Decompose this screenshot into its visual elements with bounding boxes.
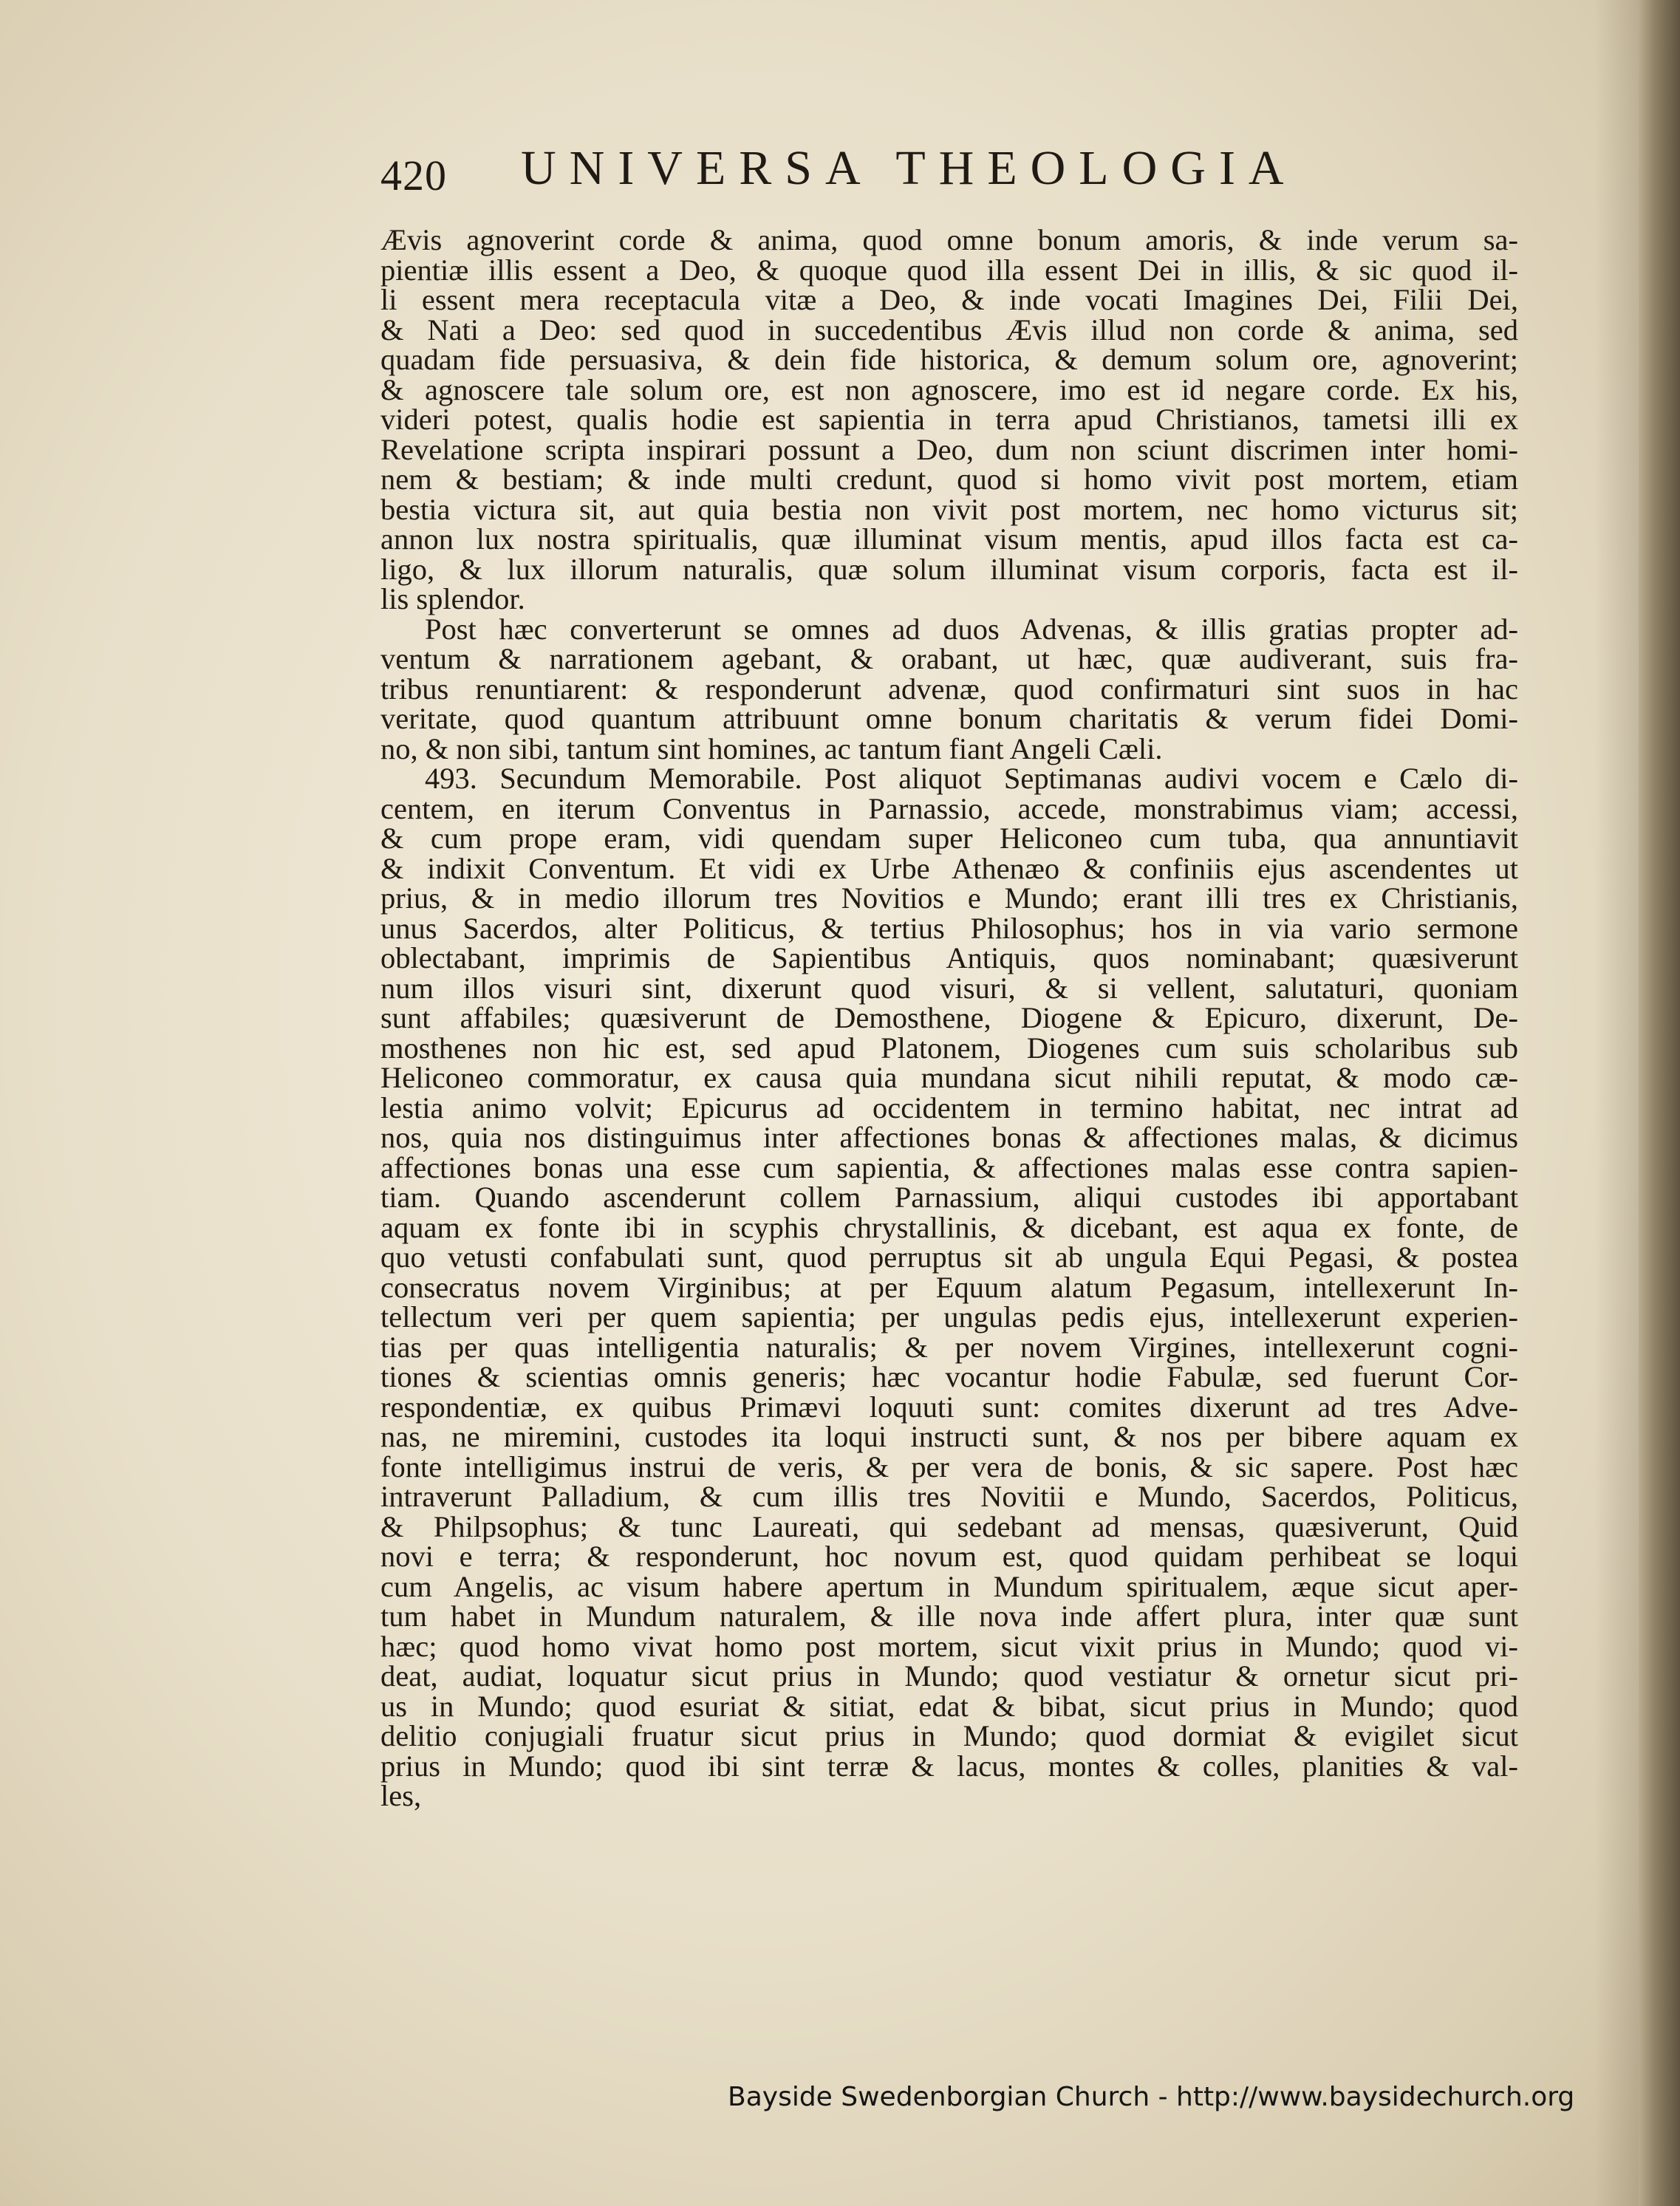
page-edge: [1639, 0, 1680, 2206]
text-line: oblectabant, imprimis de Sapientibus Antiquis, quos nominabant; quæsiverunt: [380, 941, 1518, 974]
text-line: tiam. Quando ascenderunt collem Parnassium, aliqui custodes ibi apportabant: [380, 1181, 1518, 1214]
text-line: annon lux nostra spiritualis, quæ illuminat visum mentis, apud illos facta est ca-: [380, 522, 1518, 556]
text-line: intraverunt Palladium, & cum illis tres Novitii e Mundo, Sacerdos, Politicus,: [380, 1480, 1518, 1513]
text-line: videri potest, qualis hodie est sapientia in terra apud Christianos, tametsi illi ex: [380, 403, 1518, 436]
text-line: ligo, & lux illorum naturalis, quæ solum illuminat visum corporis, facta est il-: [380, 552, 1518, 586]
text-line: num illos visuri sint, dixerunt quod visuri, & si vellent, salutaturi, quoniam: [380, 971, 1518, 1005]
text-line: nas, ne miremini, custodes ita loqui instructi sunt, & nos per bibere aquam ex: [380, 1420, 1518, 1453]
text-line: ventum & narrationem agebant, & orabant, ut hæc, quæ audiverant, suis fra-: [380, 642, 1518, 675]
text-line: veritate, quod quantum attribuunt omne bonum charitatis & verum fidei Domi-: [380, 702, 1518, 735]
text-line: nem & bestiam; & inde multi credunt, quod si homo vivit post mortem, etiam: [380, 462, 1518, 496]
text-line: Heliconeo commoratur, ex causa quia mundana sicut nihili reputat, & modo cæ-: [380, 1061, 1518, 1094]
text-line: tellectum veri per quem sapientia; per ungulas pedis ejus, intellexerunt experien-: [380, 1300, 1518, 1333]
text-line: lestia animo volvit; Epicurus ad occidentem in termino habitat, nec intrat ad: [380, 1090, 1518, 1124]
text-line: Revelatione scripta inspirari possunt a Deo, dum non sciunt discrimen inter homi-: [380, 432, 1518, 466]
text-line: Ævis agnoverint corde & anima, quod omne bonum amoris, & inde verum sa-: [380, 223, 1518, 256]
text-line: prius, & in medio illorum tres Novitios e Mundo; erant illi tres ex Christianis,: [380, 881, 1518, 915]
text-line: lis splendor.: [380, 582, 525, 615]
text-line: quadam fide persuasiva, & dein fide historica, & demum solum ore, agnoverint;: [380, 343, 1518, 376]
text-line: consecratus novem Virginibus; at per Equum alatum Pegasum, intellexerunt In-: [380, 1270, 1518, 1304]
page-number: 420: [380, 151, 447, 199]
text-line: bestia victura sit, aut quia bestia non vivit post mortem, nec homo victurus sit;: [380, 492, 1518, 526]
text-line: sunt affabiles; quæsiverunt de Demosthene, Diogene & Epicuro, dixerunt, De-: [380, 1001, 1518, 1034]
text-line: quo vetusti confabulati sunt, quod perruptus sit ab ungula Equi Pegasi, & postea: [380, 1240, 1518, 1274]
text-line: prius in Mundo; quod ibi sint terræ & lacus, montes & colles, planities & val-: [380, 1749, 1518, 1783]
text-line: & Philpsophus; & tunc Laureati, qui sedebant ad mensas, quæsiverunt, Quid: [380, 1509, 1518, 1543]
text-line: us in Mundo; quod esuriat & sitiat, edat & bibat, sicut prius in Mundo; quod: [380, 1689, 1518, 1723]
text-line: & indixit Conventum. Et vidi ex Urbe Athenæo & confiniis ejus ascendentes ut: [380, 851, 1518, 885]
text-line: affectiones bonas una esse cum sapientia, & affectiones malas esse contra sapien-: [380, 1150, 1518, 1184]
text-line: nos, quia nos distinguimus inter affectiones bonas & affectiones malas, & dicimus: [380, 1121, 1518, 1154]
text-line: pientiæ illis essent a Deo, & quoque quod illa essent Dei in illis, & sic quod il-: [380, 253, 1518, 287]
page-gutter-shadow: [1594, 0, 1639, 2206]
text-line: unus Sacerdos, alter Politicus, & tertius Philosophus; hos in via vario sermone: [380, 911, 1518, 945]
paragraph-start: Post hæc converterunt se omnes ad duos Advenas, & illis gratias propter ad-: [425, 612, 1518, 646]
text-line: aquam ex fonte ibi in scyphis chrystallinis, & dicebant, est aqua ex fonte, de: [380, 1210, 1518, 1244]
watermark-footer: Bayside Swedenborgian Church - http://www.baysidechurch.org: [728, 2082, 1575, 2112]
text-line: & agnoscere tale solum ore, est non agnoscere, imo est id negare corde. Ex his,: [380, 372, 1518, 406]
text-line: & cum prope eram, vidi quendam super Heliconeo cum tuba, qua annuntiavit: [380, 822, 1518, 855]
text-line: mosthenes non hic est, sed apud Platonem, Diogenes cum suis scholaribus sub: [380, 1031, 1518, 1065]
text-line: tum habet in Mundum naturalem, & ille nova inde affert plura, inter quæ sunt: [380, 1599, 1518, 1633]
page-header: [380, 140, 1518, 214]
text-line: respondentiæ, ex quibus Primævi loquuti sunt: comites dixerunt ad tres Adve-: [380, 1390, 1518, 1424]
text-line: hæc; quod homo vivat homo post mortem, sicut vixit prius in Mundo; quod vi-: [380, 1629, 1518, 1663]
section-493-start: 493. Secundum Memorabile. Post aliquot Septimanas audivi vocem e Cælo di-: [425, 762, 1518, 795]
catchword: [380, 1811, 1518, 1842]
text-line: deat, audiat, loquatur sicut prius in Mundo; quod vestiatur & ornetur sicut pri-: [380, 1659, 1518, 1693]
text-line: delitio conjugiali fruatur sicut prius in Mundo; quod dormiat & evigilet sicut: [380, 1719, 1518, 1752]
body-text: [380, 225, 1518, 1841]
text-line: novi e terra; & responderunt, hoc novum est, quod quidam perhibeat se loqui: [380, 1540, 1518, 1573]
text-line: les,: [380, 1779, 422, 1812]
text-line: tias per quas intelligentia naturalis; & per novem Virgines, intellexerunt cogni-: [380, 1330, 1518, 1364]
text-line: centem, en iterum Conventus in Parnassio, accede, monstrabimus viam; accessi,: [380, 791, 1518, 825]
text-line: tiones & scientias omnis generis; hæc vocantur hodie Fabulæ, sed fuerunt Cor-: [380, 1360, 1518, 1393]
text-line: fonte intelligimus instrui de veris, & per vera de bonis, & sic sapere. Post hæc: [380, 1449, 1518, 1483]
text-line: tribus renuntiarent: & responderunt advenæ, quod confirmaturi sint suos in hac: [380, 672, 1518, 706]
text-line: & Nati a Deo: sed quod in succedentibus Ævis illud non corde & anima, sed: [380, 313, 1518, 346]
text-line: no, & non sibi, tantum sint homines, ac tantum fiant Angeli Cæli.: [380, 731, 1163, 765]
text-line: cum Angelis, ac visum habere apertum in Mundum spiritualem, æque sicut aper-: [380, 1569, 1518, 1603]
running-title: UNIVERSA THEOLOGIA: [521, 141, 1297, 195]
text-line: li essent mera receptacula vitæ a Deo, & inde vocati Imagines Dei, Filii Dei,: [380, 283, 1518, 316]
